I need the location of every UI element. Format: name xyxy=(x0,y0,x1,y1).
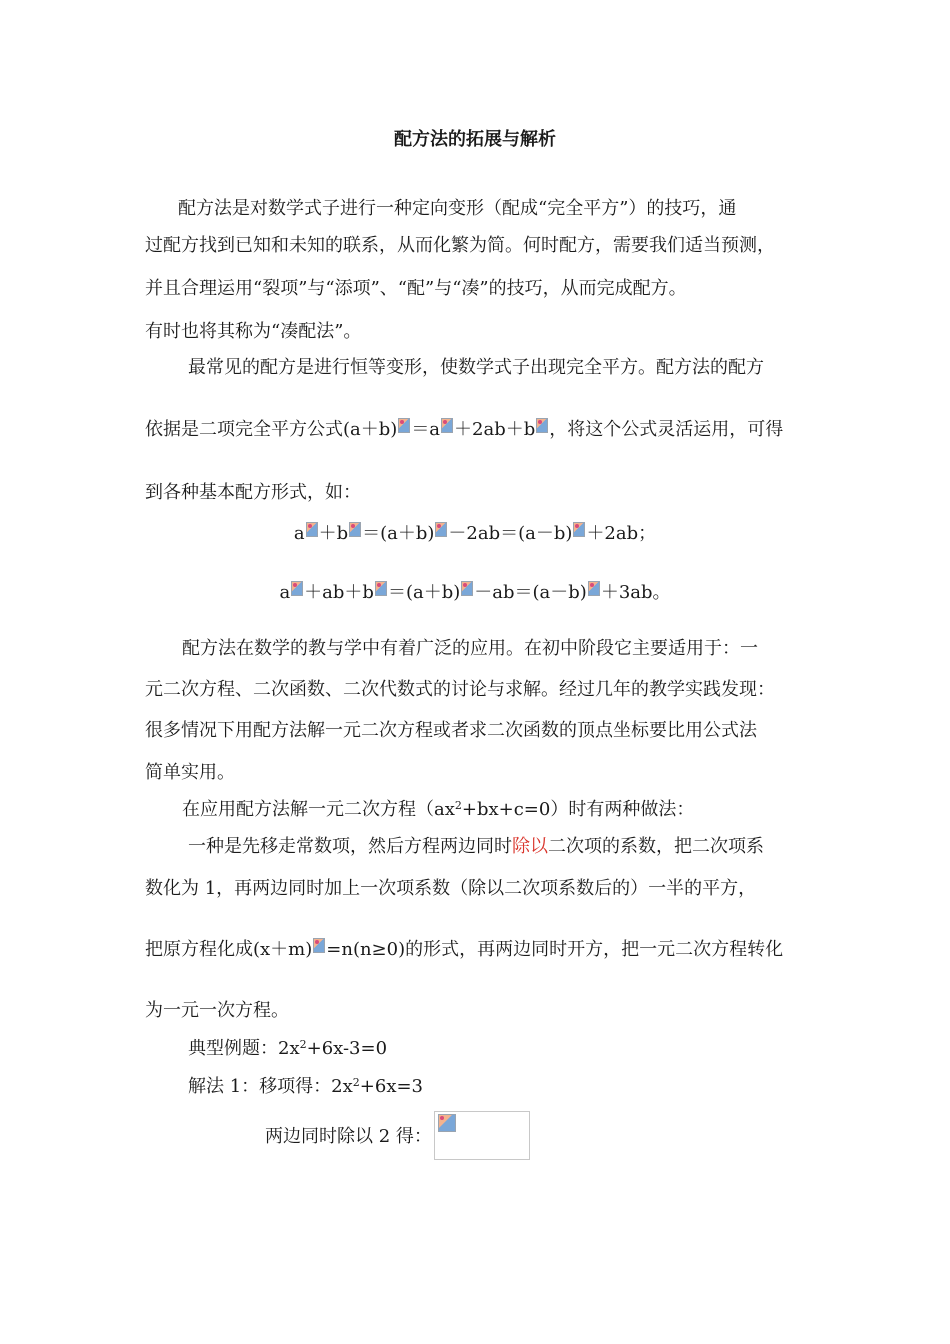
superscript-image-icon xyxy=(588,581,600,596)
superscript: 2 xyxy=(352,1076,360,1089)
text-segment: 把原方程化成(x＋m) xyxy=(145,939,313,960)
formula-text: ＋ab＋b xyxy=(304,582,374,603)
superscript: 2 xyxy=(299,1038,307,1051)
formula-line-1 xyxy=(0,521,950,547)
superscript-image-icon xyxy=(291,581,303,596)
superscript-image-icon xyxy=(435,522,447,537)
text-segment: 一种是先移走常数项，然后方程两边同时 xyxy=(188,836,512,857)
formula-text: a xyxy=(279,582,291,603)
superscript-image-icon xyxy=(573,522,585,537)
example-problem xyxy=(188,1036,387,1062)
text-segment: +bx+c=0）时有两种做法： xyxy=(461,799,695,820)
formula-text: ＋b xyxy=(318,523,349,544)
paragraph-2-line-3: 到各种基本配方形式，如： xyxy=(145,482,361,503)
superscript-image-icon xyxy=(313,938,325,953)
text-segment: =n(n≥0)的形式，再两边同时开方，把一元二次方程转化 xyxy=(326,939,784,960)
paragraph-1-line-3: 并且合理运用“裂项”与“添项”、“配”与“凑”的技巧，从而完成配方。 xyxy=(145,278,687,299)
superscript-image-icon xyxy=(441,418,453,433)
paragraph-5-line-3 xyxy=(145,937,783,963)
paragraph-4 xyxy=(182,797,694,823)
paragraph-1-line-4: 有时也将其称为“凑配法”。 xyxy=(145,321,362,342)
paragraph-5-line-4: 为一元一次方程。 xyxy=(145,1000,289,1021)
formula-text: ＝(a＋b) xyxy=(387,582,461,603)
text-segment: 解法 1：移项得：2x xyxy=(188,1076,353,1097)
text-segment: 典型例题：2x xyxy=(188,1038,300,1059)
highlighted-text: 除以 xyxy=(512,836,548,857)
superscript: 2 xyxy=(454,799,462,812)
paragraph-2-line-2 xyxy=(145,417,783,443)
superscript-image-icon xyxy=(461,581,473,596)
paragraph-3-line-2: 元二次方程、二次函数、二次代数式的讨论与求解。经过几年的教学实践发现： xyxy=(145,679,775,700)
solution-1 xyxy=(188,1074,423,1100)
formula-text: －ab＝(a－b) xyxy=(474,582,587,603)
text-segment: +6x-3=0 xyxy=(306,1038,388,1059)
text-segment: 二次项的系数，把二次项系 xyxy=(548,836,764,857)
paragraph-5-line-1 xyxy=(188,834,764,860)
formula-text: ＋2ab＋b xyxy=(454,419,536,440)
formula-text: ＋2ab； xyxy=(586,523,657,544)
superscript-image-icon xyxy=(375,581,387,596)
paragraph-3-line-3: 很多情况下用配方法解一元二次方程或者求二次函数的顶点坐标要比用公式法 xyxy=(145,720,757,741)
superscript-image-icon xyxy=(306,522,318,537)
superscript-image-icon xyxy=(536,418,548,433)
text-segment: 在应用配方法解一元二次方程（ax xyxy=(182,799,455,820)
superscript-image-icon xyxy=(398,418,410,433)
formula-text: ＝a xyxy=(411,419,441,440)
formula-line-2 xyxy=(0,580,950,606)
paragraph-3-line-1: 配方法在数学的教与学中有着广泛的应用。在初中阶段它主要适用于：一 xyxy=(182,638,758,659)
paragraph-3-line-4: 简单实用。 xyxy=(145,762,235,783)
formula-text: ＝(a＋b) xyxy=(362,523,435,544)
text-segment: +6x=3 xyxy=(359,1076,424,1097)
solution-1-step-2: 两边同时除以 2 得： xyxy=(265,1126,432,1147)
formula-text: a xyxy=(293,523,305,544)
formula-text: ＋3ab。 xyxy=(600,582,671,603)
page-title: 配方法的拓展与解析 xyxy=(394,129,556,150)
paragraph-2-line-1: 最常见的配方是进行恒等变形，使数学式子出现完全平方。配方法的配方 xyxy=(188,357,764,378)
formula-text: 依据是二项完全平方公式(a＋b) xyxy=(145,419,398,440)
paragraph-1-line-1: 配方法是对数学式子进行一种定向变形（配成“完全平方”）的技巧，通 xyxy=(178,198,737,219)
broken-image-icon xyxy=(438,1114,456,1132)
paragraph-1-line-2: 过配方找到已知和未知的联系，从而化繁为简。何时配方，需要我们适当预测， xyxy=(145,235,775,256)
superscript-image-icon xyxy=(349,522,361,537)
paragraph-5-line-2: 数化为 1，再两边同时加上一次项系数（除以二次项系数后的）一半的平方， xyxy=(145,878,757,899)
formula-text: ，将这个公式灵活运用，可得 xyxy=(549,419,784,440)
equation-image-frame xyxy=(434,1111,530,1160)
formula-text: －2ab＝(a－b) xyxy=(448,523,573,544)
